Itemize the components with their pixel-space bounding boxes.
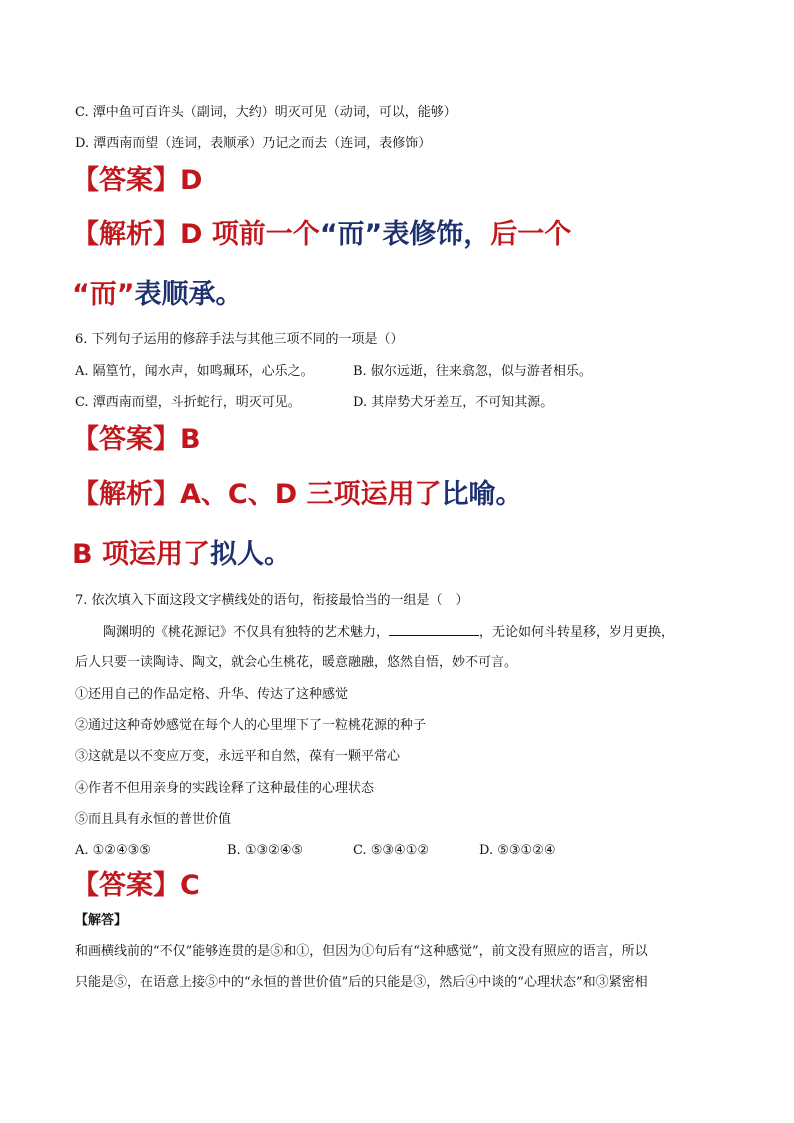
answer-value: D <box>180 165 203 196</box>
q6-option-c: C. 潭西南而望，斗折蛇行，明灭可见。 <box>75 395 301 410</box>
analysis-highlight: 拟人。 <box>209 539 291 570</box>
q7-option-c: C. ⑤③④①② <box>353 843 430 858</box>
q7-solution-line2: 只能是⑤，在语意上接⑤中的“永恒的普世价值”后的只能是③，然后④中谈的“心理状态”和③紧密相 <box>75 975 648 990</box>
q7-item-3: ③这就是以不变应万变，永远平和自然，葆有一颗平常心 <box>75 749 401 764</box>
q7-solution-line1: 和画横线前的“不仅”能够连贯的是⑤和①，但因为①句后有“这种感觉”，前文没有照应的语言，所以 <box>75 944 648 959</box>
analysis-highlight: 表顺承。 <box>134 279 243 310</box>
passage-text: ，无论如何斗转星移，岁月更换， <box>479 625 675 640</box>
q7-passage-line1 <box>103 623 674 642</box>
analysis-text: B 项运用了 <box>72 539 210 570</box>
q6-question: 6. 下列句子运用的修辞手法与其他三项不同的一项是（） <box>75 332 404 347</box>
q6-answer <box>72 423 201 457</box>
analysis-highlight: “而” <box>319 219 383 250</box>
q7-option-b: B. ①③②④⑤ <box>227 843 304 858</box>
q6-option-b: B. 俶尔远逝，往来翕忽，似与游者相乐。 <box>353 364 592 379</box>
q6-option-d: D. 其岸势犬牙差互，不可知其源。 <box>353 395 554 410</box>
q5-option-c: C. 潭中鱼可百许头（副词，大约）明灭可见（动词，可以，能够） <box>75 105 457 120</box>
q6-analysis-line1 <box>72 478 523 512</box>
q7-question: 7. 依次填入下面这段文字横线处的语句，衔接最恰当的一组是（ ） <box>75 593 469 608</box>
q5-analysis-line2 <box>72 278 243 312</box>
q7-passage-line2: 后人只要一读陶诗、陶文，就会心生桃花，暖意融融，悠然自悟，妙不可言。 <box>75 655 518 670</box>
q7-item-1: ①还用自己的作品定格、升华、传达了这种感觉 <box>75 687 349 702</box>
q7-item-2: ②通过这种奇妙感觉在每个人的心里埋下了一粒桃花源的种子 <box>75 718 427 733</box>
q7-answer <box>72 869 200 903</box>
analysis-text: 后一个 <box>490 219 572 250</box>
fill-blank <box>389 623 479 636</box>
analysis-text: D 项前一个 <box>180 219 320 250</box>
passage-text: 陶渊明的《桃花源记》不仅具有独特的艺术魅力， <box>103 625 390 640</box>
q6-options-ab <box>75 363 592 381</box>
q7-solution-label: 【解答】 <box>75 913 128 928</box>
analysis-highlight: 比喻。 <box>441 479 523 510</box>
q5-analysis-line1 <box>72 218 571 252</box>
q7-option-a: A. ①②④③⑤ <box>75 843 151 858</box>
q7-options <box>75 842 556 860</box>
answer-label: 【答案】 <box>72 165 180 196</box>
answer-value: C <box>180 870 200 901</box>
q6-option-a: A. 隔篁竹，闻水声，如鸣珮环，心乐之。 <box>75 364 314 379</box>
analysis-highlight: 表修饰， <box>382 219 491 250</box>
answer-label: 【答案】 <box>72 424 180 455</box>
answer-value: B <box>180 424 201 455</box>
q7-item-4: ④作者不但用亲身的实践诠释了这种最佳的心理状态 <box>75 781 375 796</box>
q6-analysis-line2 <box>72 538 291 572</box>
analysis-text: “而” <box>72 279 135 310</box>
q6-options-cd <box>75 394 553 412</box>
q5-answer <box>72 164 202 198</box>
q7-option-d: D. ⑤③①②④ <box>479 843 556 858</box>
analysis-text: A、C、D 三项运用了 <box>180 479 442 510</box>
q5-option-d: D. 潭西南而望（连词，表顺承）乃记之而去（连词，表修饰） <box>75 136 432 151</box>
q7-item-5: ⑤而且具有永恒的普世价值 <box>75 812 232 827</box>
analysis-label: 【解析】 <box>72 219 180 250</box>
analysis-label: 【解析】 <box>72 479 180 510</box>
answer-label: 【答案】 <box>72 870 180 901</box>
